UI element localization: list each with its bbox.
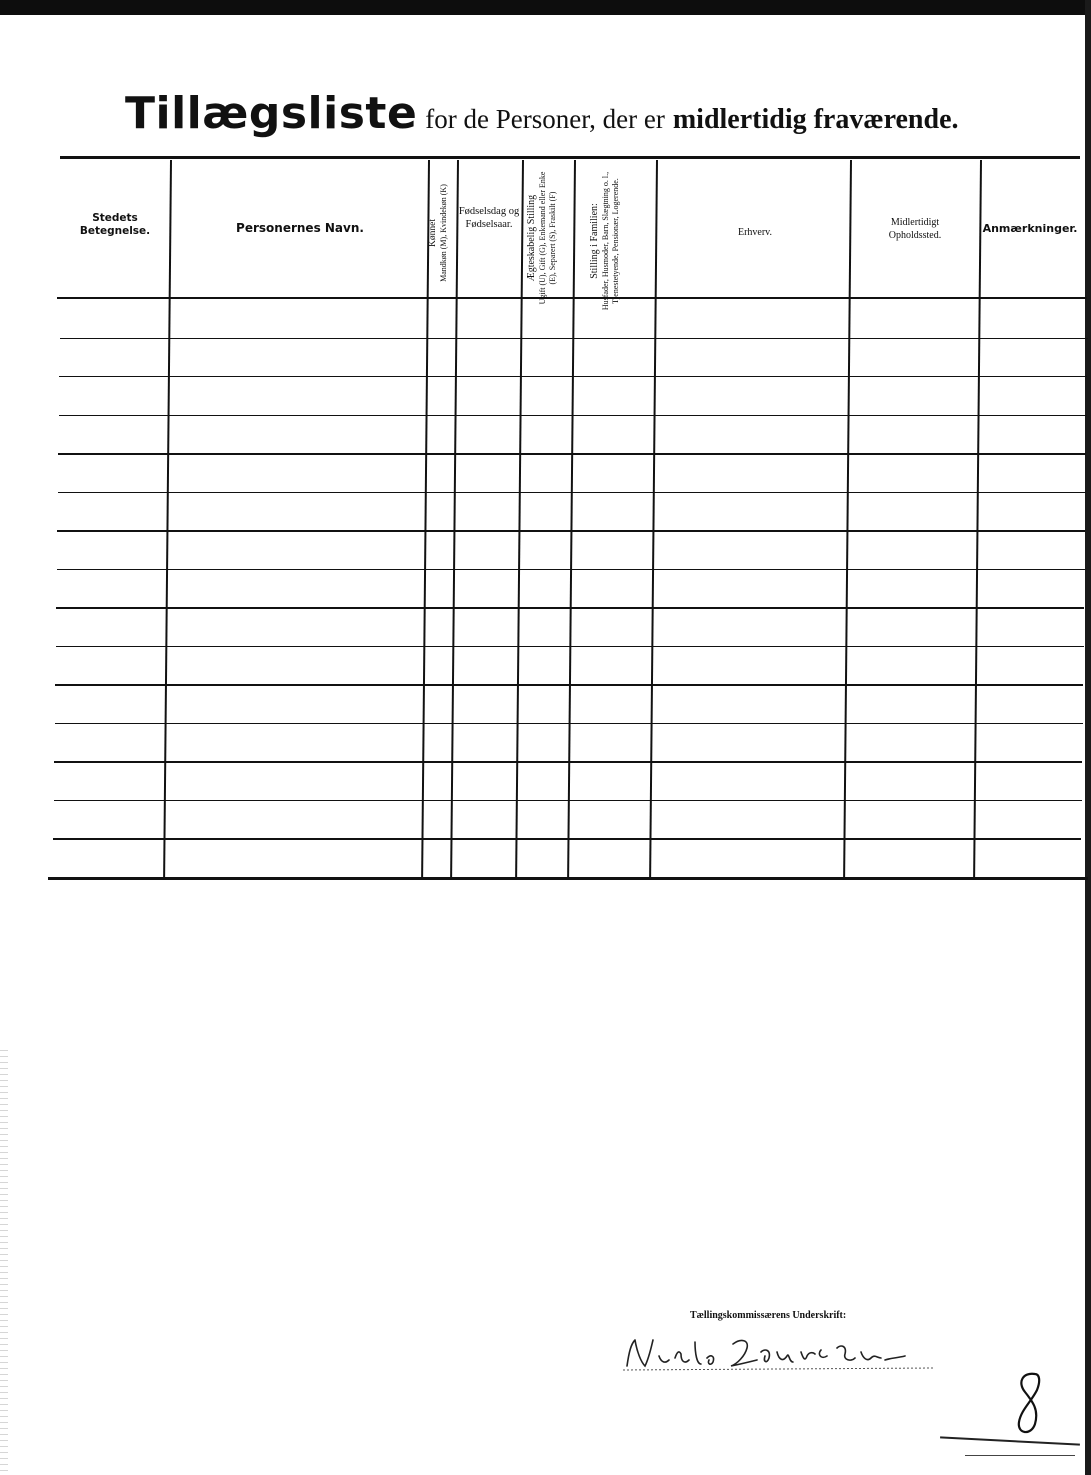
scan-right-border: [1085, 0, 1091, 1475]
title-main: Tillægsliste: [125, 88, 418, 139]
row-divider: [55, 684, 1083, 685]
row-divider: [59, 376, 1087, 377]
col-header-family-label: Stilling i Familien:: [589, 203, 600, 279]
column-divider: [843, 160, 851, 877]
row-divider: [56, 607, 1084, 608]
row-divider: [54, 761, 1082, 762]
column-divider: [515, 160, 523, 877]
col-header-marital: [526, 168, 570, 308]
scan-scratch: [965, 1455, 1075, 1456]
col-header-temp-residence: Midlertidigt Opholdssted.: [888, 217, 942, 241]
column-divider: [163, 160, 171, 877]
signature-handwriting: [615, 1322, 935, 1382]
col-header-sex-label: Kønnet: [428, 219, 438, 247]
column-divider: [973, 160, 981, 877]
row-divider: [60, 338, 1088, 339]
col-header-remarks: Anmærkninger.: [982, 222, 1078, 235]
col-header-name: Personernes Navn.: [236, 221, 364, 235]
column-divider: [649, 160, 657, 877]
row-divider: [59, 415, 1087, 416]
row-divider: [57, 569, 1085, 570]
row-divider: [58, 453, 1086, 454]
row-divider: [58, 492, 1086, 493]
col-header-place: Stedets Betegnelse.: [79, 212, 151, 238]
table-top-rule: [60, 156, 1080, 159]
col-header-sex-sub: Mandkøn (M), Kvindekøn (K): [439, 184, 449, 282]
row-divider: [54, 800, 1082, 801]
row-divider: [55, 723, 1083, 724]
title-middle: for de Personer, der er: [425, 104, 665, 134]
page-number: [1005, 1368, 1055, 1440]
scan-edge-noise: [0, 1050, 8, 1475]
table-bottom-rule: [48, 877, 1088, 880]
col-header-family-sub: Husfader, Husmoder, Barn, Slægtning o. l., Tjenestetyende, Pensionær, Logerende.: [601, 171, 620, 311]
col-header-family: [589, 171, 645, 311]
col-header-marital-sub: Ugift (U), Gift (G), Enkemand eller Enke (E), Separert (S), Fraskilt (F): [538, 171, 557, 305]
scan-top-border: [0, 0, 1091, 15]
row-divider: [57, 530, 1085, 531]
row-divider: [53, 838, 1081, 839]
col-header-marital-label: Ægteskabelig Stilling: [526, 194, 537, 282]
col-header-sex: [428, 173, 454, 293]
col-header-occupation: Erhverv.: [737, 227, 773, 238]
col-header-birth: Fødselsdag og Fødselsaar.: [458, 206, 520, 231]
signature-label: Tællingskommissærens Underskrift:: [690, 1310, 847, 1321]
page-title: [125, 88, 959, 139]
row-divider: [56, 646, 1084, 647]
title-bold: midlertidig fraværende.: [672, 104, 959, 135]
